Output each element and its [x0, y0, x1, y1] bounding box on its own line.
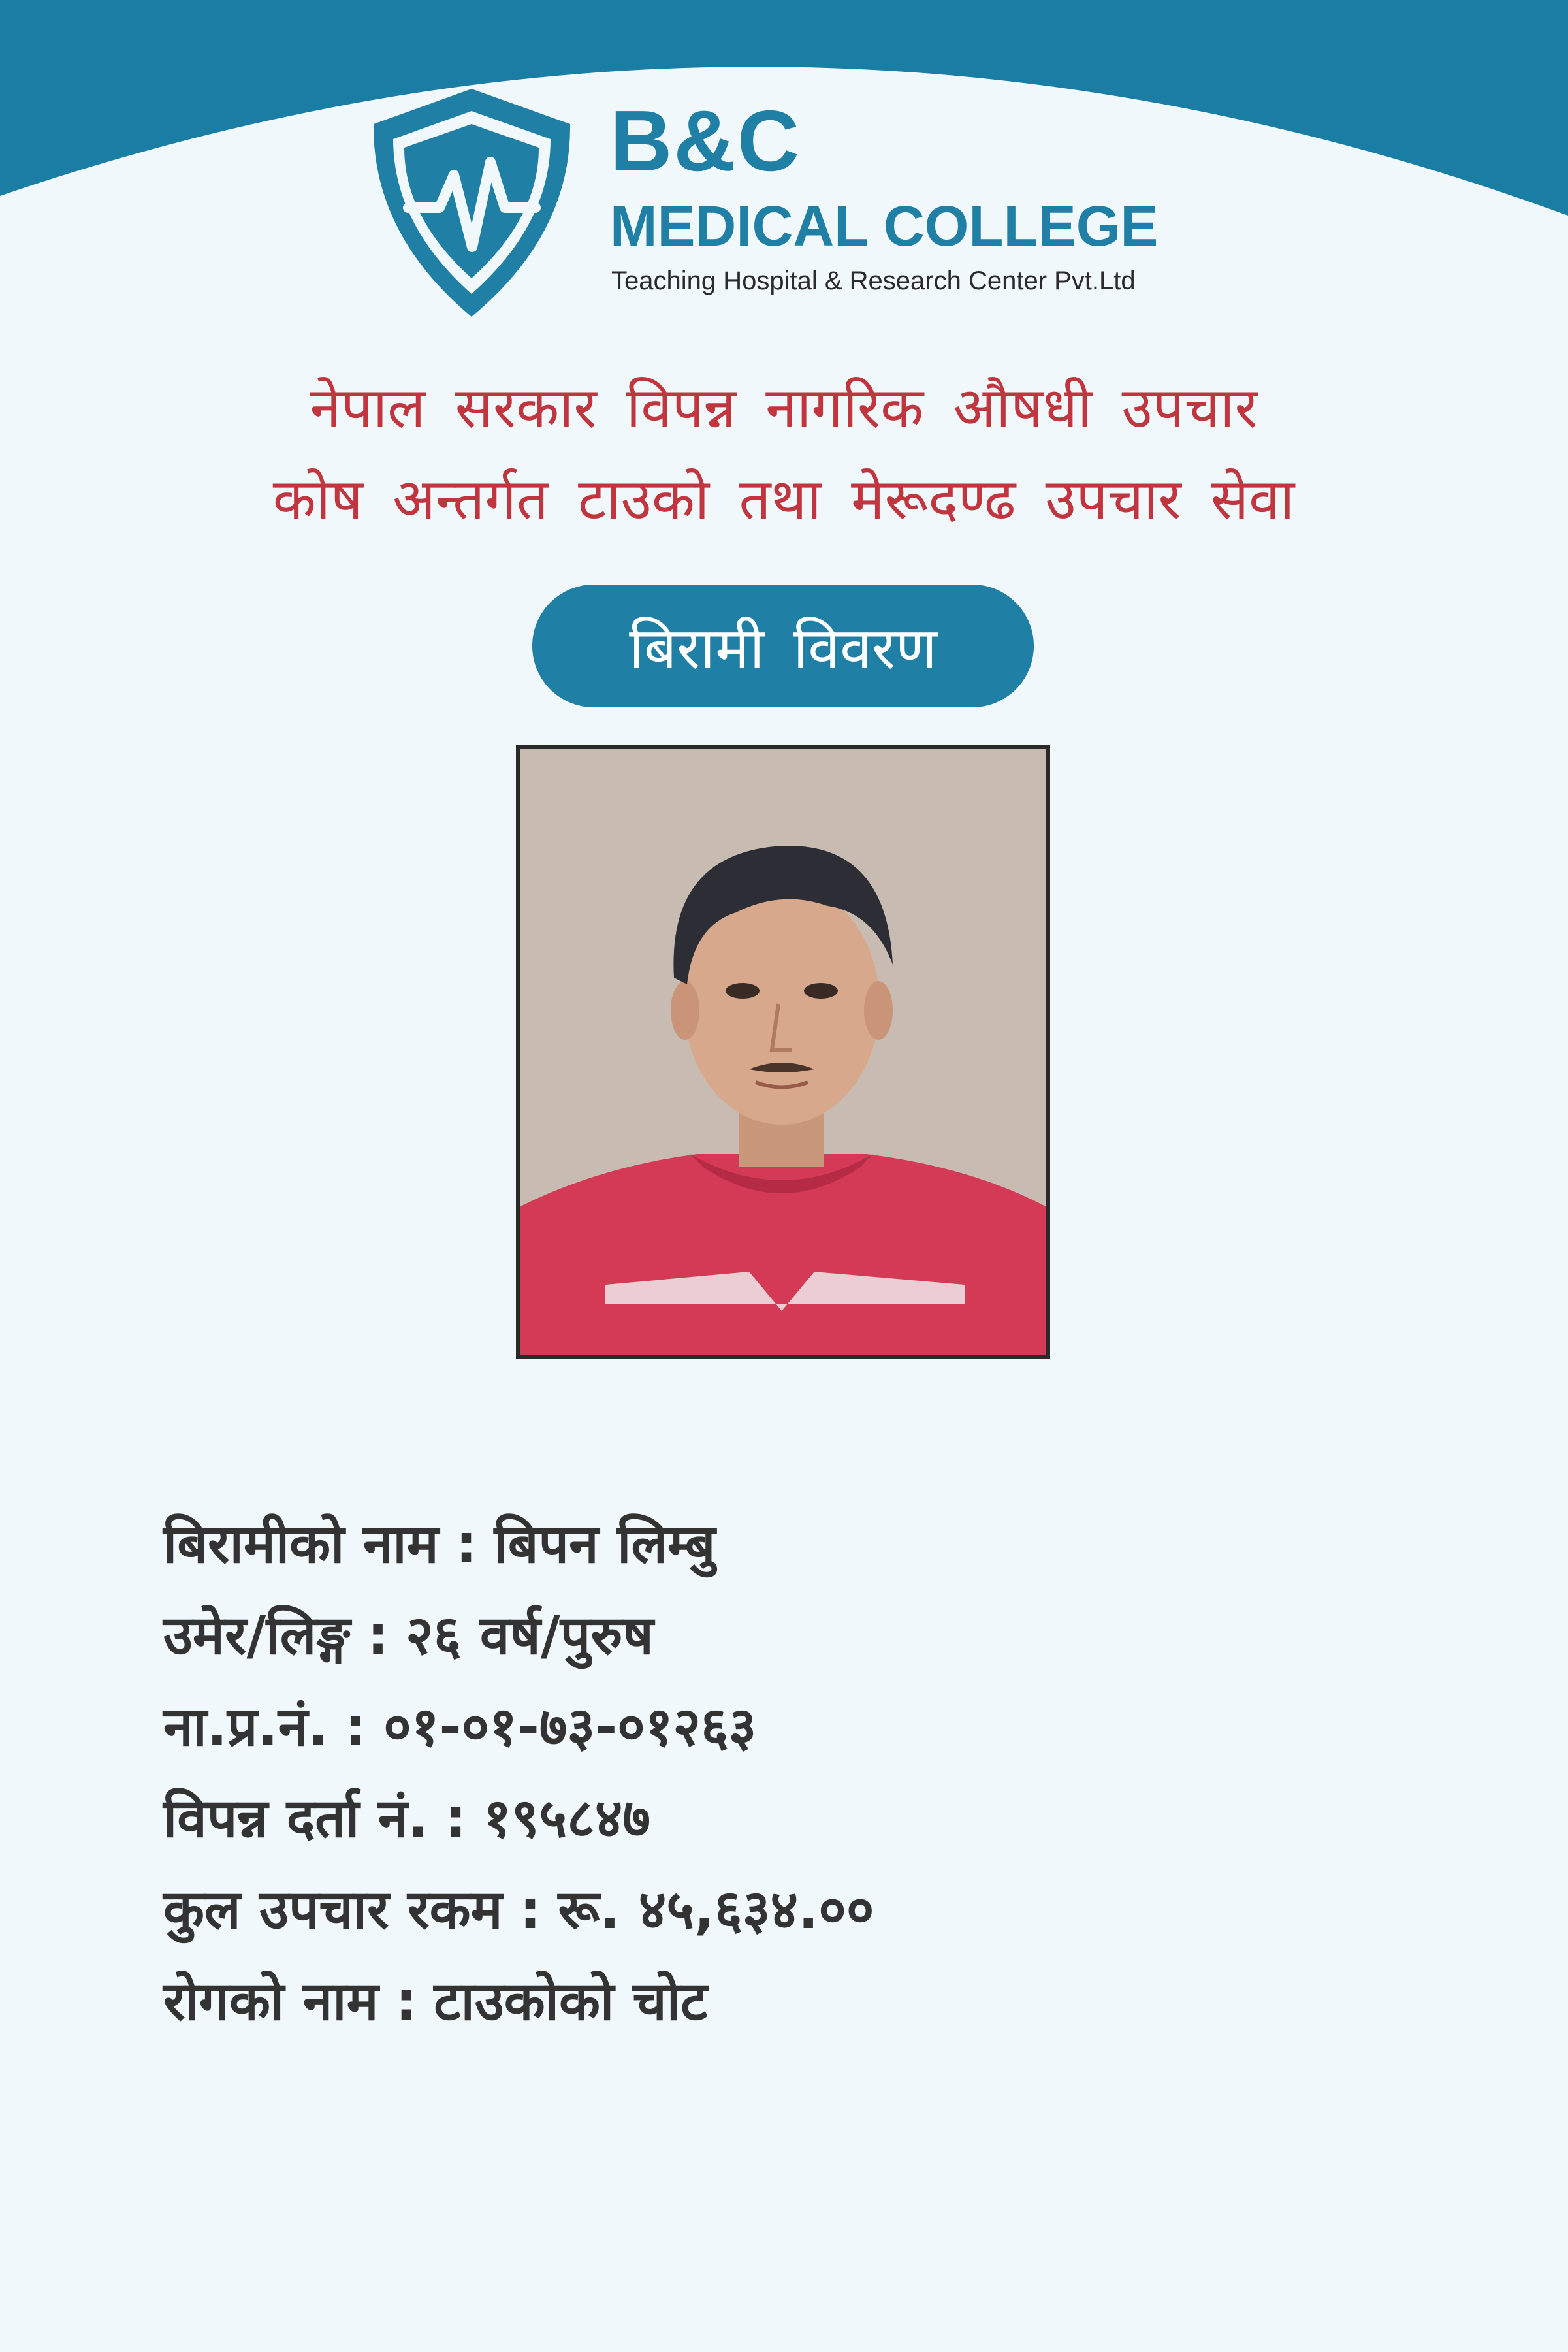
program-headline: [65, 362, 1502, 545]
detail-label: बिरामीको नाम: [163, 1513, 439, 1575]
detail-label: ना.प्र.नं.: [163, 1696, 328, 1758]
detail-label: उमेर/लिङ्ग: [163, 1605, 351, 1667]
detail-row-citizenship-no: [163, 1688, 1437, 1780]
detail-row-total-amount: [163, 1871, 1437, 1963]
detail-label: रोगको नाम: [163, 1971, 379, 2033]
detail-separator: :: [445, 1788, 467, 1850]
patient-photo: [516, 745, 1050, 1359]
detail-row-disease: [163, 1963, 1437, 2054]
detail-label: विपन्न दर्ता नं.: [163, 1788, 428, 1850]
detail-value: ०१-०१-७३-०१२६३: [383, 1696, 757, 1758]
section-title-badge: [532, 585, 1034, 707]
detail-value: टाउकोको चोट: [434, 1971, 708, 2033]
patient-details: [163, 1506, 1437, 2054]
detail-value: रू. ४५,६३४.००: [558, 1879, 874, 1941]
detail-row-name: [163, 1506, 1437, 1597]
section-title: बिरामी विवरण: [629, 615, 937, 682]
detail-value: २६ वर्ष/पुरुष: [406, 1605, 654, 1667]
college-tagline: Teaching Hospital & Research Center Pvt.Ltd: [611, 266, 1136, 295]
college-name: MEDICAL COLLEGE: [610, 195, 1159, 258]
patient-photo-icon: [520, 749, 1046, 1355]
headline-line-2: कोष अन्तर्गत टाउको तथा मेरूदण्ढ उपचार सेवा: [272, 467, 1295, 532]
detail-separator: :: [345, 1696, 367, 1758]
shield-heartbeat-icon: [362, 84, 581, 322]
detail-value: बिपन लिम्बु: [494, 1513, 716, 1575]
detail-row-registration-no: [163, 1780, 1437, 1871]
detail-separator: :: [367, 1605, 389, 1667]
detail-separator: :: [519, 1879, 541, 1941]
detail-separator: :: [395, 1971, 417, 2033]
detail-label: कुल उपचार रकम: [163, 1879, 503, 1941]
detail-row-age-gender: [163, 1597, 1437, 1688]
college-brand: B&C: [610, 93, 801, 189]
headline-line-1: नेपाल सरकार विपन्न नागरिक औषधी उपचार: [310, 376, 1258, 441]
detail-value: १९५८४७: [483, 1788, 651, 1850]
detail-separator: :: [455, 1513, 477, 1575]
